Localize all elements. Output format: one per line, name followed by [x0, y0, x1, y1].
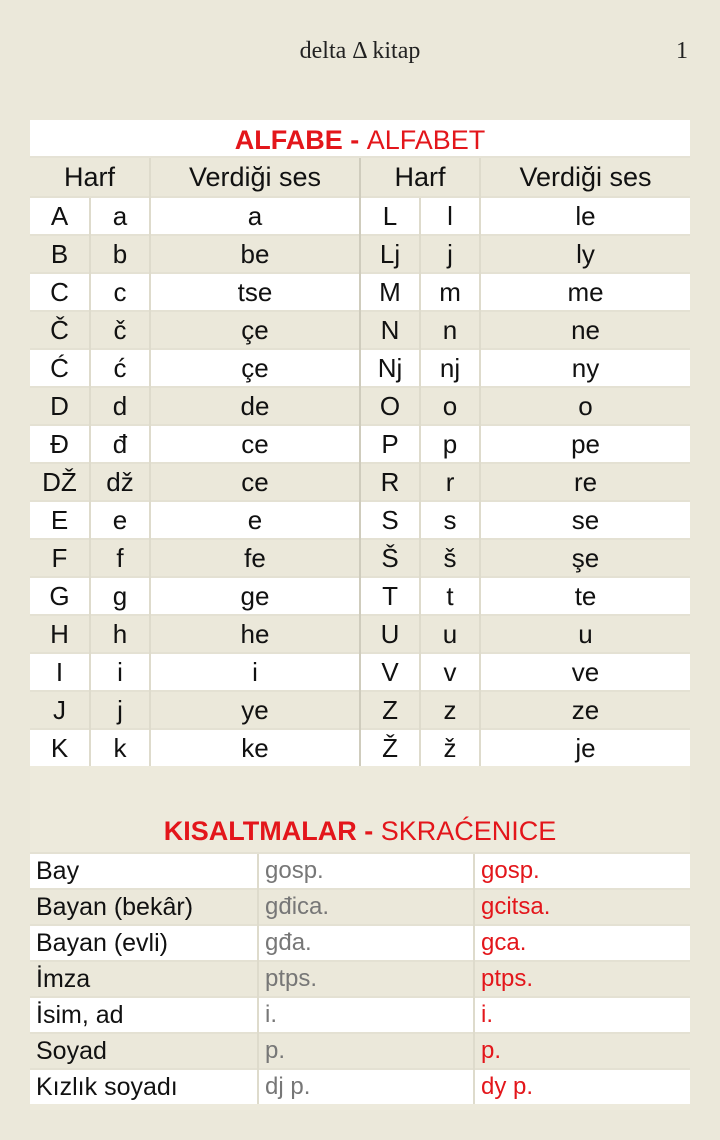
letter-upper-right: P: [360, 425, 420, 463]
abbreviation-row: [30, 889, 690, 925]
alphabet-row: [30, 729, 690, 766]
letter-sound-left: ce: [150, 463, 360, 501]
abbr-term: Bay: [30, 853, 258, 889]
abbr-serbian: p.: [474, 1033, 690, 1069]
letter-sound-right: o: [480, 387, 690, 425]
alphabet-row: [30, 615, 690, 653]
letter-sound-left: i: [150, 653, 360, 691]
letter-sound-right: ve: [480, 653, 690, 691]
alphabet-row: [30, 387, 690, 425]
letter-upper-left: Đ: [30, 425, 90, 463]
letter-sound-left: be: [150, 235, 360, 273]
letter-upper-left: A: [30, 197, 90, 235]
abbr-turkish: i.: [258, 997, 474, 1033]
alphabet-row: [30, 539, 690, 577]
letter-lower-right: l: [420, 197, 480, 235]
letter-sound-left: çe: [150, 349, 360, 387]
alphabet-row: [30, 425, 690, 463]
letter-sound-right: pe: [480, 425, 690, 463]
abbreviation-row: [30, 1033, 690, 1069]
letter-lower-left: č: [90, 311, 150, 349]
letter-sound-left: tse: [150, 273, 360, 311]
letter-sound-left: ke: [150, 729, 360, 766]
letter-lower-left: a: [90, 197, 150, 235]
abbr-term: İsim, ad: [30, 997, 258, 1033]
letter-lower-right: m: [420, 273, 480, 311]
letter-upper-right: O: [360, 387, 420, 425]
abbr-term: Bayan (bekâr): [30, 889, 258, 925]
letter-sound-left: fe: [150, 539, 360, 577]
letter-upper-right: Ž: [360, 729, 420, 766]
letter-lower-left: b: [90, 235, 150, 273]
letter-upper-right: T: [360, 577, 420, 615]
letter-sound-right: şe: [480, 539, 690, 577]
abbreviations-body: [30, 853, 690, 1104]
abbreviations-title: [30, 816, 690, 847]
letter-sound-right: se: [480, 501, 690, 539]
alphabet-row: [30, 235, 690, 273]
letter-lower-left: f: [90, 539, 150, 577]
letter-sound-right: te: [480, 577, 690, 615]
letter-sound-left: de: [150, 387, 360, 425]
abbreviations-title-sr: SKRAĆENICE: [380, 816, 557, 846]
alphabet-row: [30, 273, 690, 311]
letter-lower-right: u: [420, 615, 480, 653]
letter-sound-right: ne: [480, 311, 690, 349]
letter-upper-left: F: [30, 539, 90, 577]
letter-lower-left: ć: [90, 349, 150, 387]
letter-lower-left: h: [90, 615, 150, 653]
letter-sound-left: ge: [150, 577, 360, 615]
letter-lower-right: j: [420, 235, 480, 273]
letter-lower-left: g: [90, 577, 150, 615]
header-sound-left: Verdiği ses: [150, 158, 360, 197]
letter-lower-right: t: [420, 577, 480, 615]
letter-sound-left: he: [150, 615, 360, 653]
letter-upper-left: J: [30, 691, 90, 729]
content-panel: [30, 120, 690, 1110]
letter-lower-right: v: [420, 653, 480, 691]
alphabet-row: [30, 653, 690, 691]
alphabet-row: [30, 577, 690, 615]
abbr-turkish: gđa.: [258, 925, 474, 961]
letter-upper-right: V: [360, 653, 420, 691]
letter-upper-right: L: [360, 197, 420, 235]
abbr-term: Bayan (evli): [30, 925, 258, 961]
letter-sound-right: ly: [480, 235, 690, 273]
alphabet-title-sep: -: [342, 125, 367, 155]
letter-upper-left: C: [30, 273, 90, 311]
abbr-turkish: p.: [258, 1033, 474, 1069]
letter-upper-right: Z: [360, 691, 420, 729]
abbr-serbian: gca.: [474, 925, 690, 961]
abbr-serbian: gcitsa.: [474, 889, 690, 925]
letter-upper-left: B: [30, 235, 90, 273]
alphabet-row: [30, 311, 690, 349]
abbreviation-row: [30, 925, 690, 961]
abbr-term: Kızlık soyadı: [30, 1069, 258, 1104]
letter-upper-left: G: [30, 577, 90, 615]
letter-lower-left: đ: [90, 425, 150, 463]
letter-upper-left: Ć: [30, 349, 90, 387]
letter-sound-left: e: [150, 501, 360, 539]
abbr-serbian: gosp.: [474, 853, 690, 889]
letter-upper-left: D: [30, 387, 90, 425]
letter-upper-right: Nj: [360, 349, 420, 387]
letter-lower-left: i: [90, 653, 150, 691]
letter-upper-left: DŽ: [30, 463, 90, 501]
letter-sound-left: a: [150, 197, 360, 235]
letter-lower-right: š: [420, 539, 480, 577]
alphabet-header-row: [30, 158, 690, 197]
letter-sound-right: re: [480, 463, 690, 501]
letter-lower-right: n: [420, 311, 480, 349]
abbreviations-title-tr: KISALTMALAR: [163, 816, 357, 846]
letter-lower-right: s: [420, 501, 480, 539]
abbr-turkish: gosp.: [258, 853, 474, 889]
abbreviations-title-sep: -: [356, 816, 381, 846]
alphabet-row: [30, 463, 690, 501]
letter-sound-right: le: [480, 197, 690, 235]
letter-sound-right: me: [480, 273, 690, 311]
letter-lower-right: ž: [420, 729, 480, 766]
letter-sound-right: je: [480, 729, 690, 766]
letter-upper-right: N: [360, 311, 420, 349]
alphabet-row: [30, 691, 690, 729]
letter-upper-left: I: [30, 653, 90, 691]
letter-lower-right: o: [420, 387, 480, 425]
abbr-term: İmza: [30, 961, 258, 997]
letter-upper-left: H: [30, 615, 90, 653]
letter-lower-left: c: [90, 273, 150, 311]
letter-upper-left: E: [30, 501, 90, 539]
abbr-turkish: gđica.: [258, 889, 474, 925]
header-sound-right: Verdiği ses: [480, 158, 690, 197]
page-title: delta Δ kitap: [299, 38, 421, 64]
letter-lower-right: nj: [420, 349, 480, 387]
letter-lower-left: j: [90, 691, 150, 729]
alphabet-table: [30, 158, 690, 766]
letter-upper-left: Č: [30, 311, 90, 349]
page-header: [0, 38, 720, 78]
alphabet-row: [30, 501, 690, 539]
abbr-turkish: ptps.: [258, 961, 474, 997]
letter-lower-right: z: [420, 691, 480, 729]
letter-sound-right: ze: [480, 691, 690, 729]
letter-lower-left: d: [90, 387, 150, 425]
letter-lower-left: dž: [90, 463, 150, 501]
letter-upper-right: S: [360, 501, 420, 539]
letter-lower-left: e: [90, 501, 150, 539]
abbreviations-table: [30, 852, 690, 1104]
letter-upper-right: R: [360, 463, 420, 501]
letter-sound-right: ny: [480, 349, 690, 387]
abbr-serbian: i.: [474, 997, 690, 1033]
abbreviation-row: [30, 853, 690, 889]
letter-lower-right: r: [420, 463, 480, 501]
letter-upper-right: M: [360, 273, 420, 311]
abbreviation-row: [30, 997, 690, 1033]
abbr-serbian: dy p.: [474, 1069, 690, 1104]
abbr-serbian: ptps.: [474, 961, 690, 997]
letter-lower-left: k: [90, 729, 150, 766]
alphabet-title: [30, 120, 690, 158]
letter-sound-left: ye: [150, 691, 360, 729]
header-letter-left: Harf: [30, 158, 150, 197]
abbr-turkish: dj p.: [258, 1069, 474, 1104]
alphabet-title-sr: ALFABET: [366, 125, 486, 155]
letter-upper-right: U: [360, 615, 420, 653]
letter-sound-left: ce: [150, 425, 360, 463]
abbreviation-row: [30, 961, 690, 997]
abbreviation-row: [30, 1069, 690, 1104]
alphabet-row: [30, 197, 690, 235]
header-letter-right: Harf: [360, 158, 480, 197]
letter-upper-right: Š: [360, 539, 420, 577]
alphabet-body: [30, 197, 690, 766]
abbr-term: Soyad: [30, 1033, 258, 1069]
letter-upper-right: Lj: [360, 235, 420, 273]
letter-lower-right: p: [420, 425, 480, 463]
letter-sound-left: çe: [150, 311, 360, 349]
alphabet-row: [30, 349, 690, 387]
letter-sound-right: u: [480, 615, 690, 653]
alphabet-title-tr: ALFABE: [234, 125, 343, 155]
letter-upper-left: K: [30, 729, 90, 766]
page-number: 1: [676, 38, 688, 64]
